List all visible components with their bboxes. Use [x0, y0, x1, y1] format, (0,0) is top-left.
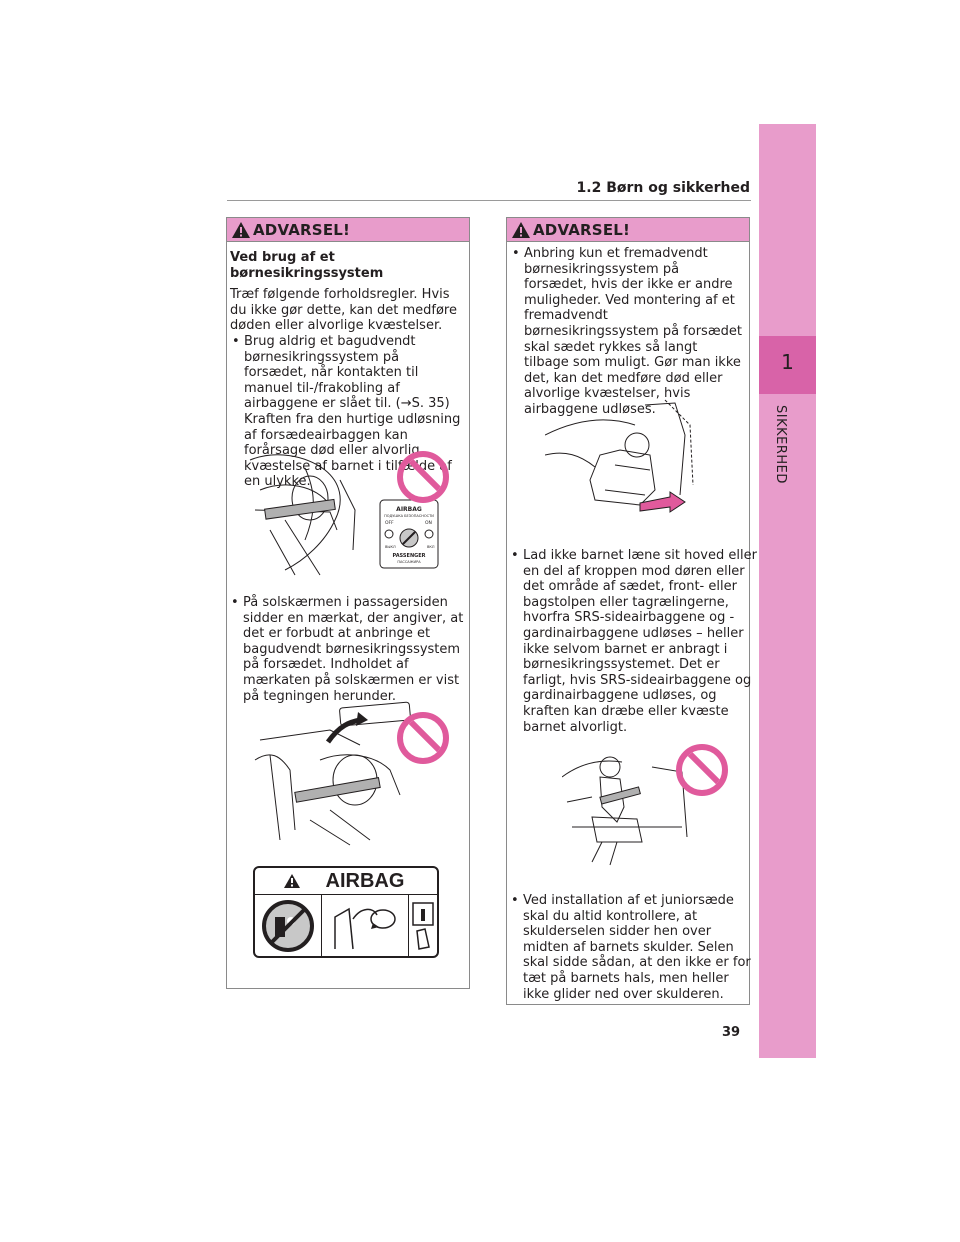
warning-triangle-icon: [231, 221, 251, 239]
warning-bullet: • Lad ikke barnet læne sit hoved eller en del af kroppen mod døren eller det område af sædet, front- eller bagstolpen eller tagrælingerne, hvorfra SRS-sideairbaggene og -gardinairbaggene udløses – heller ikke selvom barnet er anbragt i børnesikringssystemet. Det er farligt, hvis SRS-sideairbaggene og gardinairbaggene udløses, og kraften kan dræbe eller kvæste barnet alvorligt.: [509, 548, 759, 735]
section-title: 1.2 Børn og sikkerhed: [576, 180, 750, 196]
switch-label-title: AIRBAG: [396, 506, 422, 513]
prohibited-icon: [397, 451, 449, 503]
no-rear-facing-seat-icon: [261, 899, 315, 953]
prohibited-icon: [397, 712, 449, 764]
warning-intro: Træf følgende forholdsregler. Hvis du ikke gør dette, kan det medføre døden eller alvorlige kvæstelser.: [230, 287, 457, 334]
warning-title: ADVARSEL!: [533, 220, 631, 239]
switch-label-passenger: PASSENGER: [392, 553, 426, 559]
chapter-number: 1: [781, 350, 794, 374]
switch-label-passenger-ru: ПАССАЖИРА: [397, 560, 421, 564]
read-manual-icon: [411, 901, 435, 951]
switch-label-off: OFF: [385, 521, 394, 526]
warning-header: [227, 218, 469, 242]
prohibited-icon: [676, 744, 728, 796]
warning-header: [507, 218, 749, 242]
warning-title: ADVARSEL!: [253, 220, 351, 239]
warning-bullet: • Anbring kun et fremadvendt børnesikringssystem på forsædet, hvis der ikke er andre muligheder. Ved montering af et fremadvendt børnesikringssystem på forsædet skal sædet rykkes så langt tilbage som muligt. Gør man ikke det, kan det medføre død eller alvorlige kvæstelser, hvis airbaggene udløses.: [510, 246, 746, 418]
page-number: 39: [722, 1025, 741, 1040]
warning-triangle-icon: [283, 873, 301, 889]
airbag-sticker: [253, 866, 439, 958]
switch-label-on-ru: ВКЛ: [427, 545, 435, 549]
header-divider: [227, 200, 751, 201]
switch-label-subtitle: ПОДУШКА БЕЗОПАСНОСТИ: [384, 514, 434, 518]
chapter-side-tab: [759, 124, 816, 1058]
seat-airbag-icon: [327, 899, 403, 953]
forward-facing-seat-illustration: [545, 395, 695, 517]
sticker-title: AIRBAG: [325, 869, 405, 892]
chapter-label: SIKKERHED: [773, 405, 788, 484]
warning-bullet: • Brug aldrig et bagudvendt børnesikringssystem på forsædet, når kontakten til manuel til-/frakobling af airbaggene er slået til. (→S. 35) Kraften fra den hurtige udløsning af forsædeairbaggen kan forårsage død eller alvorlig kvæstelse af barnet i tilfælde af en ulykke.: [230, 334, 466, 490]
switch-label-off-ru: ВЫКЛ: [385, 545, 396, 549]
warning-subheading: Ved brug af et børnesikringssystem: [230, 250, 384, 281]
warning-bullet: • Ved installation af et juniorsæde skal du altid kontrollere, at skulderselen sidder hen over midten af barnets skulder. Selen skal sidde sådan, at den ikke er for tæt på barnets hals, men heller ikke glider ned over skulderen.: [509, 893, 759, 1002]
switch-label-on: ON: [425, 521, 432, 526]
warning-triangle-icon: [511, 221, 531, 239]
sun-visor-illustration: [250, 700, 415, 850]
warning-bullet: • På solskærmen i passagersiden sidder en mærkat, der angiver, at det er forbudt at anbringe et bagudvendt børnesikringssystem på forsædet. Indholdet af mærkaten på solskærmen er vist på tegningen herunder.: [229, 595, 479, 704]
